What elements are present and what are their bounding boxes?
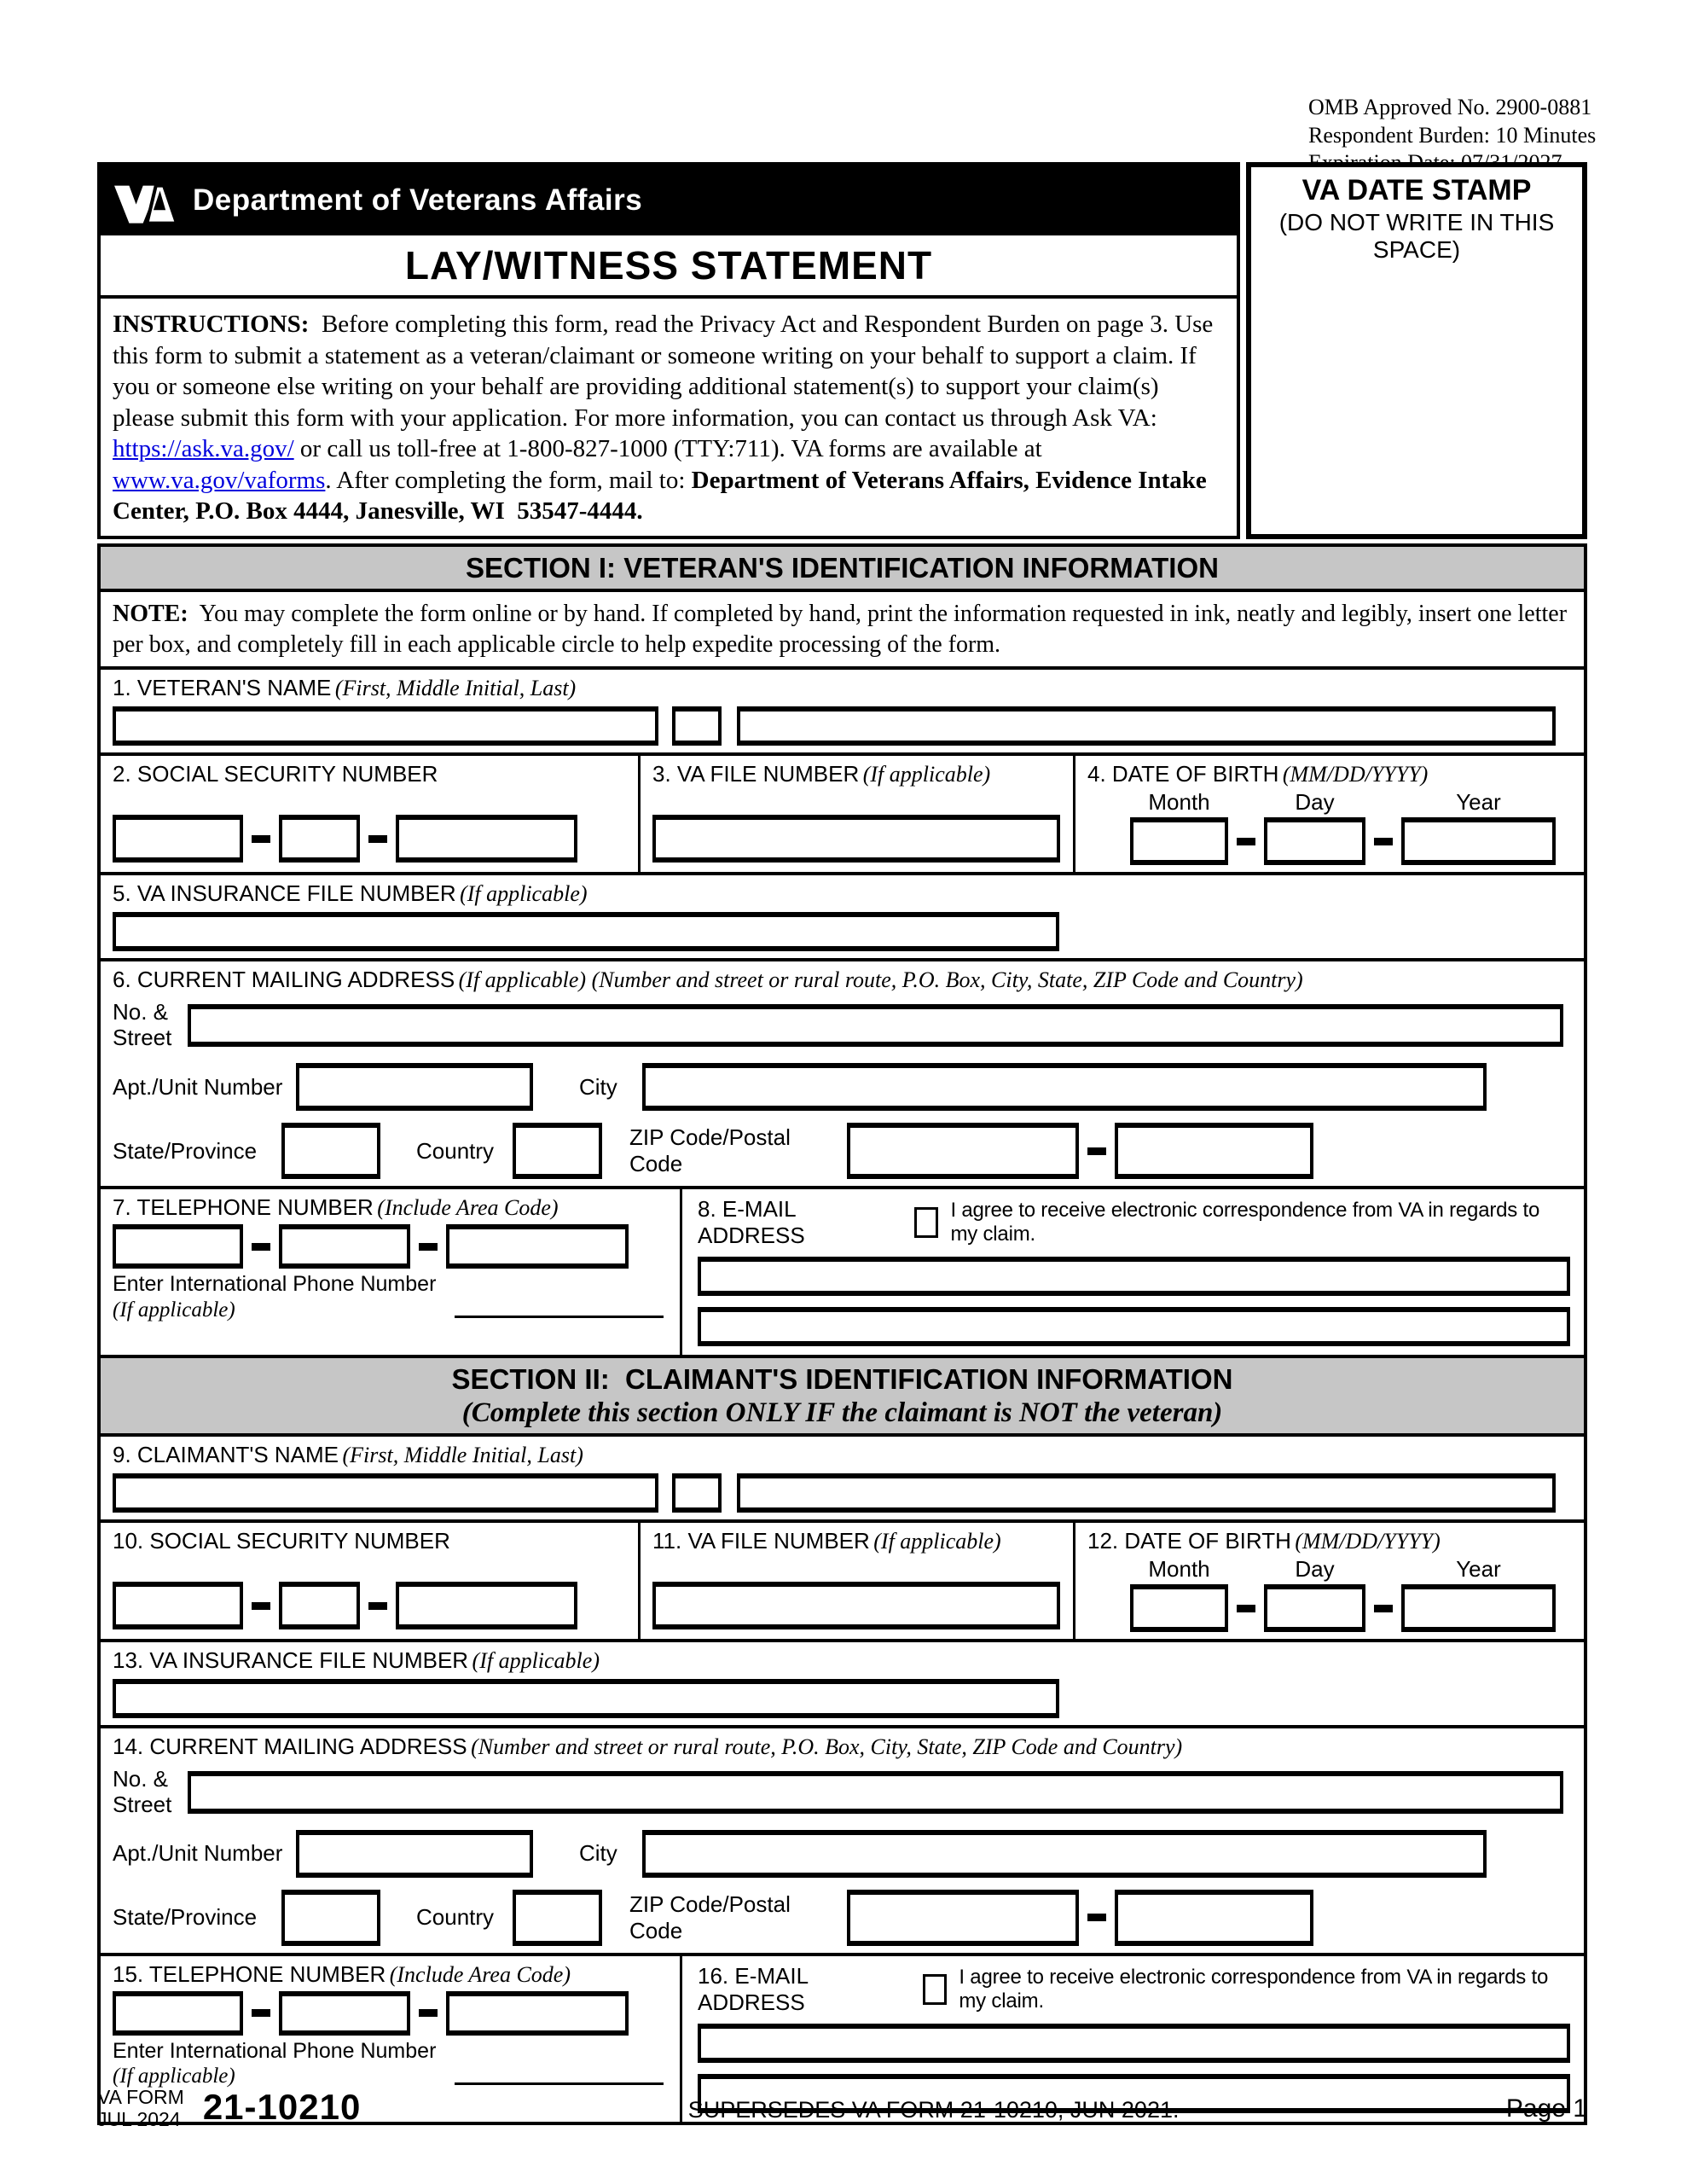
- veteran-ssn-cell: [101, 756, 638, 872]
- section-2-header: [101, 1355, 1584, 1433]
- claimant-zip-input[interactable]: [847, 1890, 1079, 1946]
- veteran-city-input[interactable]: [642, 1063, 1487, 1111]
- date-stamp-note: (DO NOT WRITE IN THIS SPACE): [1278, 209, 1555, 263]
- instructions-text-2: or call us toll-free at 1-800-827-1000 (TTY:711). VA forms are available at: [293, 435, 1048, 463]
- instructions-text-1: Before completing this form, read the Privacy Act and Respondent Burden on page 3. Use this form to submit a statement as a veteran/claimant or someone writing on your behalf to support a claim. If you or someone else writing on your behalf are providing additional statement(s) to support your claim(s) please submit this form with your application. For more information, you can contact us through Ask VA:: [113, 311, 1220, 432]
- claimant-file-cell: [638, 1523, 1073, 1639]
- claimant-email-agree-checkbox[interactable]: [923, 1974, 947, 2005]
- field-veteran-phone-email: [101, 1186, 1584, 1355]
- veteran-file-hint: (If applicable): [862, 762, 991, 787]
- claimant-middle-initial-input[interactable]: [672, 1473, 722, 1513]
- claimant-country-input[interactable]: [513, 1890, 602, 1946]
- veteran-email-cell: [682, 1189, 1584, 1355]
- claimant-phone-area-input[interactable]: [113, 1991, 243, 2036]
- veteran-name-label: 1. VETERAN'S NAME: [113, 675, 332, 701]
- veteran-dob-day-input[interactable]: [1264, 817, 1365, 865]
- veteran-phone-cell: [101, 1189, 682, 1355]
- field-veteran-insurance: [101, 872, 1584, 958]
- veteran-middle-initial-input[interactable]: [672, 706, 722, 746]
- claimant-intl-phone-input[interactable]: [455, 2082, 664, 2085]
- city-label: City: [579, 1073, 617, 1100]
- va-date-stamp-box: [1246, 162, 1587, 539]
- intl-phone-label-line1: Enter International Phone Number: [113, 1272, 437, 1297]
- claimant-intl-phone: [113, 2039, 680, 2089]
- claimant-file-labels: [652, 1528, 1073, 1554]
- date-stamp-title: VA DATE STAMP: [1301, 174, 1532, 206]
- email-agree-text: I agree to receive electronic correspondence from VA in regards to my claim.: [959, 1965, 1549, 2013]
- field-claimant-address: [101, 1725, 1584, 1953]
- field-veteran-name: [101, 666, 1584, 752]
- veteran-apt-unit-input[interactable]: [296, 1063, 533, 1111]
- note-label: NOTE:: [113, 600, 188, 627]
- country-label: Country: [416, 1137, 495, 1164]
- veteran-address-hint: (If applicable) (Number and street or rural route, P.O. Box, City, State, ZIP Code and Country): [458, 967, 1303, 993]
- dash-separator: [252, 1243, 270, 1251]
- veteran-name-labels: [113, 675, 1572, 701]
- veteran-insurance-labels: [113, 880, 1572, 907]
- veteran-ssn-serial-input[interactable]: [396, 815, 577, 863]
- field-veteran-ssn-file-dob: [101, 752, 1584, 872]
- claimant-ssn-cell: [101, 1523, 638, 1639]
- veteran-dob-label: 4. DATE OF BIRTH: [1087, 761, 1279, 787]
- field-claimant-ssn-file-dob: [101, 1519, 1584, 1639]
- form-header-block: [97, 162, 1240, 539]
- veteran-dob-year-input[interactable]: [1401, 817, 1556, 865]
- veteran-file-cell: [638, 756, 1073, 872]
- claimant-file-label: 11. VA FILE NUMBER: [652, 1528, 870, 1554]
- veteran-country-input[interactable]: [513, 1123, 602, 1179]
- veteran-intl-phone: [113, 1272, 680, 1322]
- veteran-intl-phone-input[interactable]: [455, 1316, 664, 1318]
- claimant-email-label: 16. E-MAIL ADDRESS: [698, 1962, 809, 2015]
- veteran-last-name-input[interactable]: [737, 706, 1556, 746]
- month-label: Month: [1148, 789, 1210, 816]
- veteran-file-label: 3. VA FILE NUMBER: [652, 761, 860, 787]
- veteran-first-name-input[interactable]: [113, 706, 658, 746]
- dash-separator: [1374, 838, 1393, 845]
- veteran-ssn-area-input[interactable]: [113, 815, 243, 863]
- instructions-label: INSTRUCTIONS:: [113, 311, 310, 338]
- claimant-name-labels: [113, 1442, 1572, 1468]
- country-label: Country: [416, 1904, 495, 1931]
- veteran-phone-area-input[interactable]: [113, 1224, 243, 1269]
- veteran-file-labels: [652, 761, 1073, 787]
- form-number: 21-10210: [202, 2087, 362, 2127]
- veteran-insurance-label: 5. VA INSURANCE FILE NUMBER: [113, 880, 456, 907]
- apt-unit-label: Apt./Unit Number: [113, 1073, 283, 1100]
- claimant-dob-cell: [1073, 1523, 1584, 1639]
- state-label: State/Province: [113, 1137, 258, 1164]
- veteran-name-hint: (First, Middle Initial, Last): [334, 676, 577, 701]
- claimant-address-label: 14. CURRENT MAILING ADDRESS: [113, 1734, 467, 1760]
- claimant-name-label: 9. CLAIMANT'S NAME: [113, 1442, 339, 1468]
- footer: [97, 2087, 1587, 2131]
- omb-approved-number: OMB Approved No. 2900-0881: [1308, 95, 1592, 119]
- intl-phone-label-line1: Enter International Phone Number: [113, 2038, 437, 2063]
- field-claimant-name: [101, 1433, 1584, 1519]
- claimant-dob-label: 12. DATE OF BIRTH: [1087, 1528, 1291, 1554]
- claimant-phone-labels: [113, 1961, 680, 1988]
- omb-respondent-burden: Respondent Burden: 10 Minutes: [1308, 122, 1597, 148]
- city-label: City: [579, 1840, 617, 1867]
- veteran-dob-month-input[interactable]: [1130, 817, 1228, 865]
- veteran-address-labels: [113, 967, 1572, 993]
- va-form-date: JUL 2024: [97, 2107, 181, 2130]
- veteran-zip-ext-input[interactable]: [1115, 1123, 1313, 1179]
- veteran-email-label: 8. E-MAIL ADDRESS: [698, 1196, 805, 1249]
- claimant-dob-year-input[interactable]: [1401, 1584, 1556, 1632]
- claimant-dob-hint: (MM/DD/YYYY): [1295, 1529, 1441, 1554]
- dash-separator: [419, 2009, 438, 2017]
- claimant-last-name-input[interactable]: [737, 1473, 1556, 1513]
- instructions-text-3: . After completing the form, mail to:: [325, 466, 692, 494]
- dash-separator: [1087, 1914, 1106, 1921]
- section-1-header: [101, 547, 1584, 589]
- page-number: Page 1: [1505, 2094, 1587, 2123]
- claimant-file-hint: (If applicable): [873, 1529, 1001, 1554]
- veteran-dob-hint: (MM/DD/YYYY): [1282, 762, 1429, 787]
- veteran-email-input-line1[interactable]: [698, 1257, 1570, 1296]
- zip-label: ZIP Code/Postal Code: [629, 1124, 791, 1177]
- claimant-dob-day-input[interactable]: [1264, 1584, 1365, 1632]
- veteran-va-file-number-input[interactable]: [652, 815, 1060, 863]
- section-2-title: SECTION II: CLAIMANT'S IDENTIFICATION INFORMATION: [451, 1363, 1233, 1396]
- va-form-word: VA FORM: [97, 2086, 184, 2108]
- claimant-insurance-labels: [113, 1647, 1572, 1674]
- street-label: No. & Street: [113, 1766, 172, 1818]
- claimant-ssn-area-input[interactable]: [113, 1582, 243, 1629]
- veteran-dob-cell: [1073, 756, 1584, 872]
- veteran-insurance-hint: (If applicable): [460, 881, 588, 907]
- claimant-ssn-serial-input[interactable]: [396, 1582, 577, 1629]
- claimant-phone-hint: (Include Area Code): [389, 1961, 571, 1987]
- ask-va-link[interactable]: https://ask.va.gov/: [113, 435, 294, 463]
- dash-separator: [368, 835, 387, 843]
- year-label: Year: [1456, 1556, 1501, 1583]
- claimant-va-file-number-input[interactable]: [652, 1582, 1060, 1629]
- dash-separator: [252, 1602, 270, 1610]
- apt-unit-label: Apt./Unit Number: [113, 1840, 283, 1867]
- va-form-label: [97, 2087, 184, 2131]
- dash-separator: [252, 835, 270, 843]
- supersedes-note: SUPERSEDES VA FORM 21-10210, JUN 2021.: [687, 2097, 1180, 2123]
- veteran-email-input-line2[interactable]: [698, 1307, 1570, 1346]
- veteran-state-input[interactable]: [281, 1123, 380, 1179]
- va-header-bar: [101, 166, 1237, 235]
- section-2-subtitle: (Complete this section ONLY IF the claimant is NOT the veteran): [461, 1397, 1223, 1429]
- section-1-title: SECTION I: VETERAN'S IDENTIFICATION INFORMATION: [466, 551, 1219, 584]
- veteran-phone-label: 7. TELEPHONE NUMBER: [113, 1194, 374, 1221]
- dash-separator: [368, 1602, 387, 1610]
- claimant-state-input[interactable]: [281, 1890, 380, 1946]
- dash-separator: [419, 1243, 438, 1251]
- dash-separator: [1237, 1605, 1255, 1612]
- claimant-zip-ext-input[interactable]: [1115, 1890, 1313, 1946]
- intl-phone-label-line2: (If applicable): [113, 1298, 235, 1321]
- va-logo-icon: [111, 176, 179, 225]
- claimant-ssn-group-input[interactable]: [279, 1582, 360, 1629]
- veteran-address-label: 6. CURRENT MAILING ADDRESS: [113, 967, 455, 993]
- claimant-first-name-input[interactable]: [113, 1473, 658, 1513]
- form-table: [97, 543, 1587, 2125]
- form-body: [97, 162, 1587, 2125]
- dash-separator: [1087, 1147, 1106, 1155]
- veteran-phone-line-input[interactable]: [446, 1224, 629, 1269]
- day-label: Day: [1295, 789, 1335, 816]
- veteran-ssn-label: 2. SOCIAL SECURITY NUMBER: [113, 761, 438, 787]
- veteran-phone-prefix-input[interactable]: [279, 1224, 410, 1269]
- veteran-ssn-group-input[interactable]: [279, 815, 360, 863]
- claimant-dob-month-input[interactable]: [1130, 1584, 1228, 1632]
- street-label: No. & Street: [113, 999, 172, 1051]
- year-label: Year: [1456, 789, 1501, 816]
- claimant-insurance-label: 13. VA INSURANCE FILE NUMBER: [113, 1647, 469, 1674]
- veteran-phone-labels: [113, 1194, 680, 1221]
- claimant-phone-line-input[interactable]: [446, 1991, 629, 2036]
- veteran-insurance-file-number-input[interactable]: [113, 912, 1059, 951]
- dash-separator: [1374, 1605, 1393, 1612]
- claimant-street-input[interactable]: [188, 1771, 1563, 1814]
- claimant-insurance-hint: (If applicable): [472, 1648, 600, 1674]
- field-veteran-address: [101, 958, 1584, 1186]
- claimant-apt-unit-input[interactable]: [296, 1830, 533, 1878]
- veteran-zip-input[interactable]: [847, 1123, 1079, 1179]
- claimant-name-hint: (First, Middle Initial, Last): [342, 1443, 583, 1468]
- claimant-phone-prefix-input[interactable]: [279, 1991, 410, 2036]
- form-header-row: [97, 162, 1587, 539]
- veteran-dob-labels: [1087, 761, 1584, 787]
- veteran-phone-hint: (Include Area Code): [377, 1195, 559, 1221]
- claimant-phone-label: 15. TELEPHONE NUMBER: [113, 1960, 386, 1987]
- claimant-city-input[interactable]: [642, 1830, 1487, 1878]
- claimant-ssn-label: 10. SOCIAL SECURITY NUMBER: [113, 1528, 450, 1554]
- claimant-address-labels: [113, 1734, 1572, 1760]
- agency-name: Department of Veterans Affairs: [193, 183, 643, 217]
- note-row: [101, 589, 1584, 667]
- zip-label: ZIP Code/Postal Code: [629, 1891, 791, 1943]
- claimant-dob-labels: [1087, 1528, 1584, 1554]
- day-label: Day: [1295, 1556, 1335, 1583]
- claimant-email-input-line1[interactable]: [698, 2024, 1570, 2063]
- email-agree-text: I agree to receive electronic correspondence from VA in regards to my claim.: [950, 1199, 1540, 1246]
- claimant-address-hint: (Number and street or rural route, P.O. Box, City, State, ZIP Code and Country): [471, 1734, 1183, 1760]
- month-label: Month: [1148, 1556, 1210, 1583]
- form-title: LAY/WITNESS STATEMENT: [101, 235, 1237, 299]
- intl-phone-label-line2: (If applicable): [113, 2065, 235, 2088]
- dash-separator: [1237, 838, 1255, 845]
- mailing-address: Department of Veterans Affairs, Evidence Intake Center, P.O. Box 4444, Janesville, WI 53547-4444.: [113, 466, 1214, 526]
- state-label: State/Province: [113, 1904, 258, 1931]
- instructions: [101, 299, 1237, 536]
- field-claimant-insurance: [101, 1639, 1584, 1725]
- va-forms-link[interactable]: www.va.gov/vaforms: [113, 466, 326, 494]
- note-text: You may complete the form online or by hand. If completed by hand, print the information requested in ink, neatly and legibly, insert one letter per box, and completely fill in each applicable circle to help expedite processing of the form.: [113, 600, 1574, 658]
- veteran-email-agree-checkbox[interactable]: [914, 1207, 938, 1238]
- dash-separator: [252, 2009, 270, 2017]
- veteran-street-input[interactable]: [188, 1004, 1563, 1047]
- claimant-insurance-file-number-input[interactable]: [113, 1679, 1059, 1718]
